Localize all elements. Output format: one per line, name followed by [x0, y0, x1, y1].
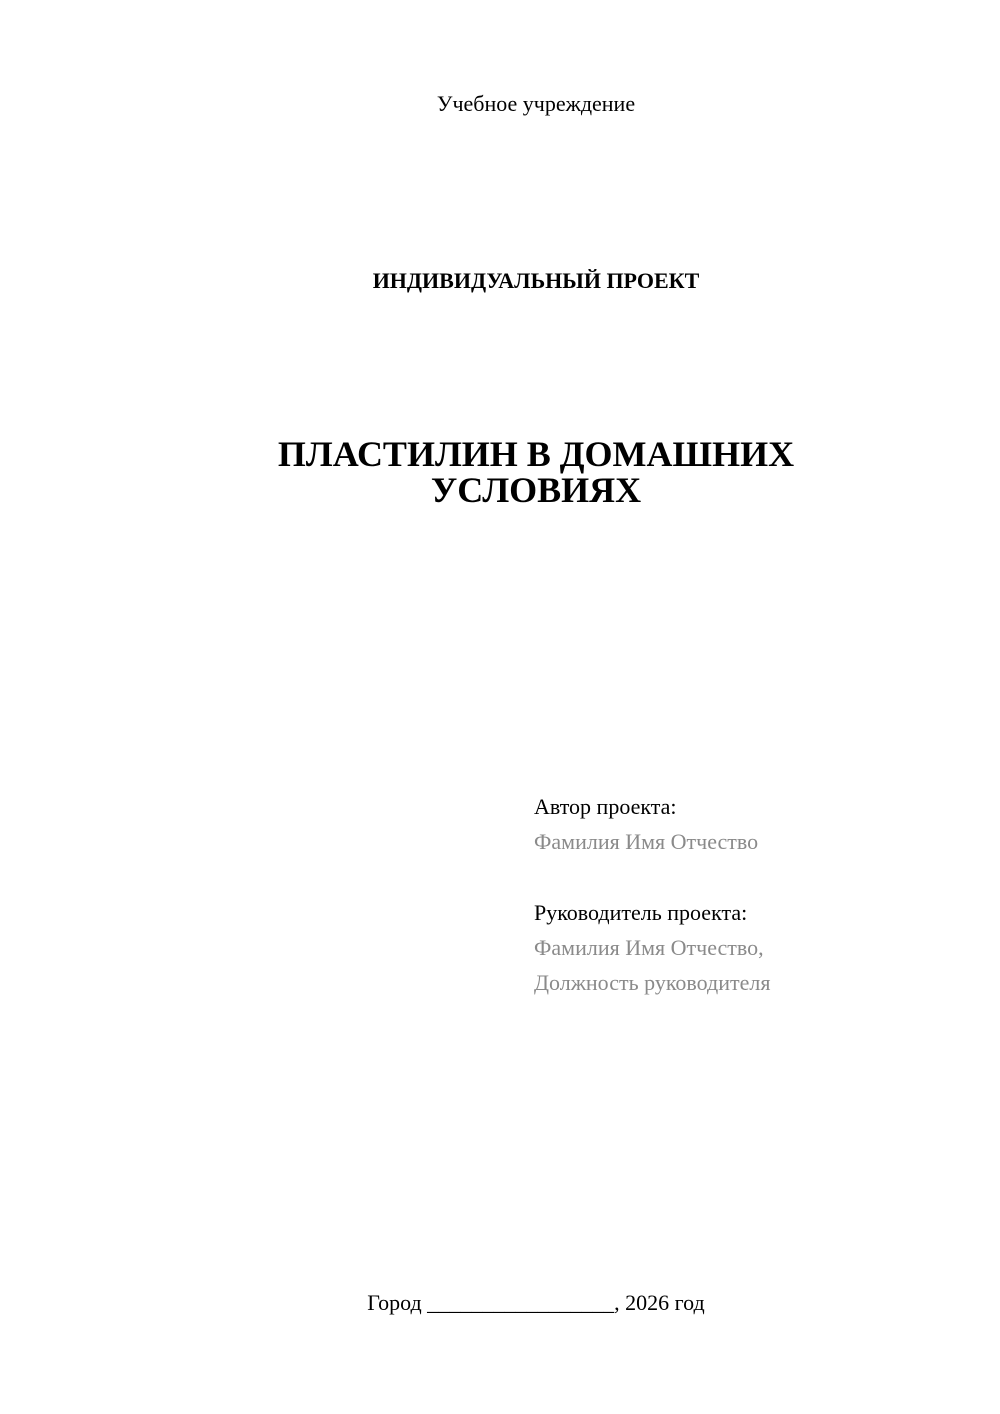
author-label: Автор проекта: — [534, 794, 677, 819]
info-spacer — [534, 859, 974, 895]
supervisor-position: Должность руководителя — [534, 970, 771, 995]
project-info-block — [534, 789, 974, 1000]
project-title — [0, 436, 1000, 508]
supervisor-name: Фамилия Имя Отчество, — [534, 935, 764, 960]
institution-name: Учебное учреждение — [436, 91, 636, 116]
project-title-line-2: УСЛОВИЯХ — [430, 470, 642, 510]
document-type: ИНДИВИДУАЛЬНЫЙ ПРОЕКТ — [372, 268, 700, 293]
supervisor-label: Руководитель проекта: — [534, 900, 748, 925]
author-name: Фамилия Имя Отчество — [534, 829, 759, 854]
project-title-line-1: ПЛАСТИЛИН В ДОМАШНИХ — [277, 434, 795, 474]
city-year-footer: Город _________________, 2026 год — [367, 1290, 705, 1315]
